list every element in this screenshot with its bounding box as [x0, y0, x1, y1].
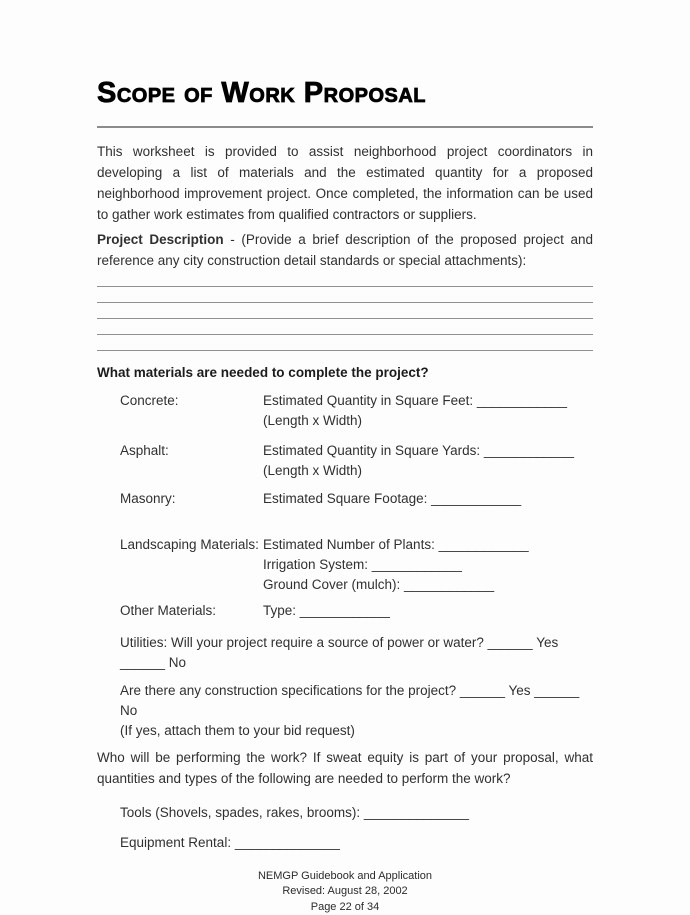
field-line: Type: ____________ [263, 601, 593, 621]
utilities-question: Utilities: Will your project require a source of power or water? ______ Yes ______ No [120, 633, 593, 673]
footer-revised-date: Revised: August 28, 2002 [97, 884, 593, 900]
page-title: Scope of Work Proposal [97, 78, 593, 108]
writing-line [97, 335, 593, 351]
writing-line [97, 287, 593, 303]
writing-line [97, 271, 593, 287]
title-divider [97, 126, 593, 128]
intro-paragraph: This worksheet is provided to assist neighborhood project coordinators in developing a list of materials and the estimated quantity for a proposed neighborhood improvement project. Once completed, the information can be used to gather work estimates from qualified contractors or suppliers. [97, 141, 593, 225]
writing-line [97, 319, 593, 335]
material-label: Landscaping Materials: [97, 535, 263, 595]
material-fields [263, 489, 593, 509]
tools-line: Tools (Shovels, spades, rakes, brooms): ______________ [120, 803, 593, 823]
footer-guidebook: NEMGP Guidebook and Application [97, 869, 593, 885]
field-line: Irrigation System: ____________ [263, 555, 593, 575]
specifications-question: Are there any construction specifications for the project? ______ Yes ______ No [120, 681, 593, 721]
materials-heading: What materials are needed to complete the project? [97, 363, 593, 383]
field-line: (Length x Width) [263, 411, 593, 431]
material-fields [263, 535, 593, 595]
field-line: Estimated Quantity in Square Yards: ____________ [263, 441, 593, 461]
field-line: (Length x Width) [263, 461, 593, 481]
field-line: Estimated Quantity in Square Feet: ____________ [263, 391, 593, 411]
project-description-instructions: - (Provide a brief description of the proposed project and reference any city construction detail standards or special attachments): [97, 232, 593, 268]
field-line: Estimated Square Footage: ____________ [263, 489, 593, 509]
material-label: Concrete: [97, 391, 263, 431]
writing-line [97, 303, 593, 319]
material-fields [263, 441, 593, 481]
material-label: Masonry: [97, 489, 263, 509]
project-description-writing-area [97, 271, 593, 351]
material-row-asphalt [97, 441, 593, 481]
material-row-masonry [97, 489, 593, 509]
material-label: Asphalt: [97, 441, 263, 481]
project-description-paragraph [97, 229, 593, 271]
material-row-concrete [97, 391, 593, 431]
material-fields [263, 601, 593, 621]
material-label: Other Materials: [97, 601, 263, 621]
material-row-landscaping [97, 535, 593, 595]
field-line: Ground Cover (mulch): ____________ [263, 575, 593, 595]
page-footer [97, 869, 593, 915]
equipment-rental-line: Equipment Rental: ______________ [120, 833, 593, 853]
material-fields [263, 391, 593, 431]
footer-page-number: Page 22 of 34 [97, 900, 593, 915]
field-line: Estimated Number of Plants: ____________ [263, 535, 593, 555]
labor-paragraph: Who will be performing the work? If sweat equity is part of your proposal, what quantities and types of the following are needed to perform the work? [97, 747, 593, 789]
project-description-label: Project Description [97, 232, 224, 247]
material-row-other [97, 601, 593, 621]
specifications-note: (If yes, attach them to your bid request) [120, 721, 593, 741]
